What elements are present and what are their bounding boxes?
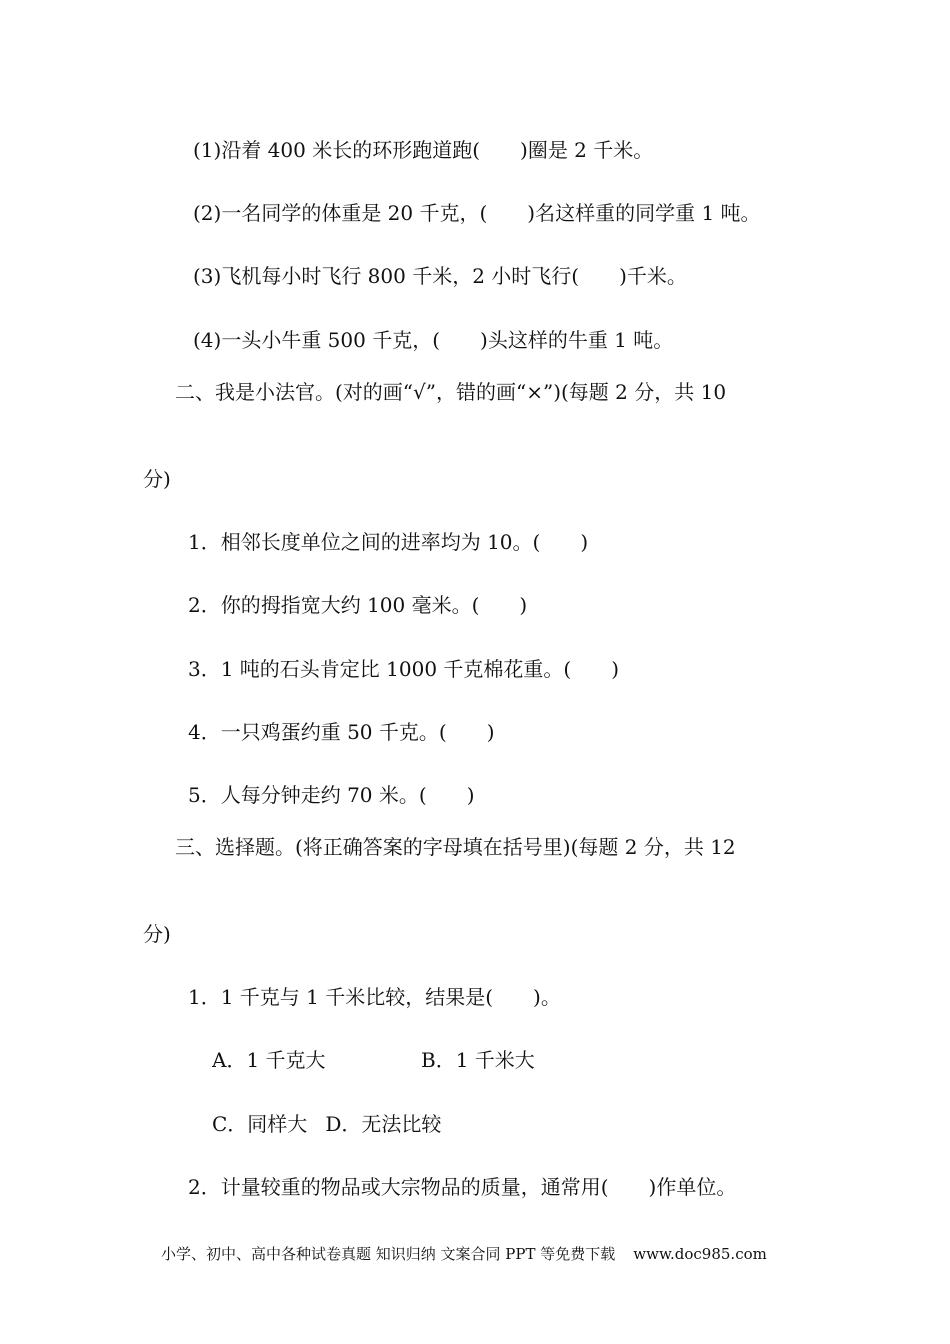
page-footer (161, 1244, 767, 1264)
judge-item-2: 2．你的拇指宽大约 100 毫米。( ) (188, 593, 528, 617)
choice-option-b: B．1 千米大 (421, 1048, 535, 1072)
choice-option-c: C．同样大 (212, 1112, 308, 1136)
choice-option-c-d (212, 1110, 441, 1138)
section-2-title-continued: 分) (143, 467, 171, 491)
choice-option-a: A．1 千克大 (212, 1048, 326, 1072)
fill-blank-item-4: (4)一头小牛重 500 千克，( )头这样的牛重 1 吨。 (193, 328, 674, 352)
choice-question-1: 1．1 千克与 1 千米比较，结果是( )。 (188, 985, 561, 1009)
fill-blank-item-3: (3)飞机每小时飞行 800 千米，2 小时飞行( )千米。 (193, 264, 687, 288)
judge-item-4: 4．一只鸡蛋约重 50 千克。( ) (188, 720, 495, 744)
choice-question-2: 2．计量较重的物品或大宗物品的质量，通常用( )作单位。 (188, 1175, 737, 1199)
section-3-title-continued: 分) (143, 922, 171, 946)
fill-blank-item-2: (2)一名同学的体重是 20 千克，( )名这样重的同学重 1 吨。 (193, 201, 761, 225)
section-3-title: 三、选择题。(将正确答案的字母填在括号里)(每题 2 分，共 12 (175, 835, 736, 859)
judge-item-5: 5．人每分钟走约 70 米。( ) (188, 783, 475, 807)
footer-url[interactable]: www.doc985.com (633, 1245, 767, 1263)
judge-item-3: 3．1 吨的石头肯定比 1000 千克棉花重。( ) (188, 657, 620, 681)
choice-option-d: D．无法比较 (325, 1112, 442, 1136)
footer-text: 小学、初中、高中各种试卷真题 知识归纳 文案合同 PPT 等免费下载 (161, 1245, 616, 1263)
section-2-title: 二、我是小法官。(对的画“√”，错的画“×”)(每题 2 分，共 10 (175, 380, 727, 404)
fill-blank-item-1: (1)沿着 400 米长的环形跑道跑( )圈是 2 千米。 (193, 138, 654, 162)
judge-item-1: 1．相邻长度单位之间的进率均为 10。( ) (188, 530, 589, 554)
